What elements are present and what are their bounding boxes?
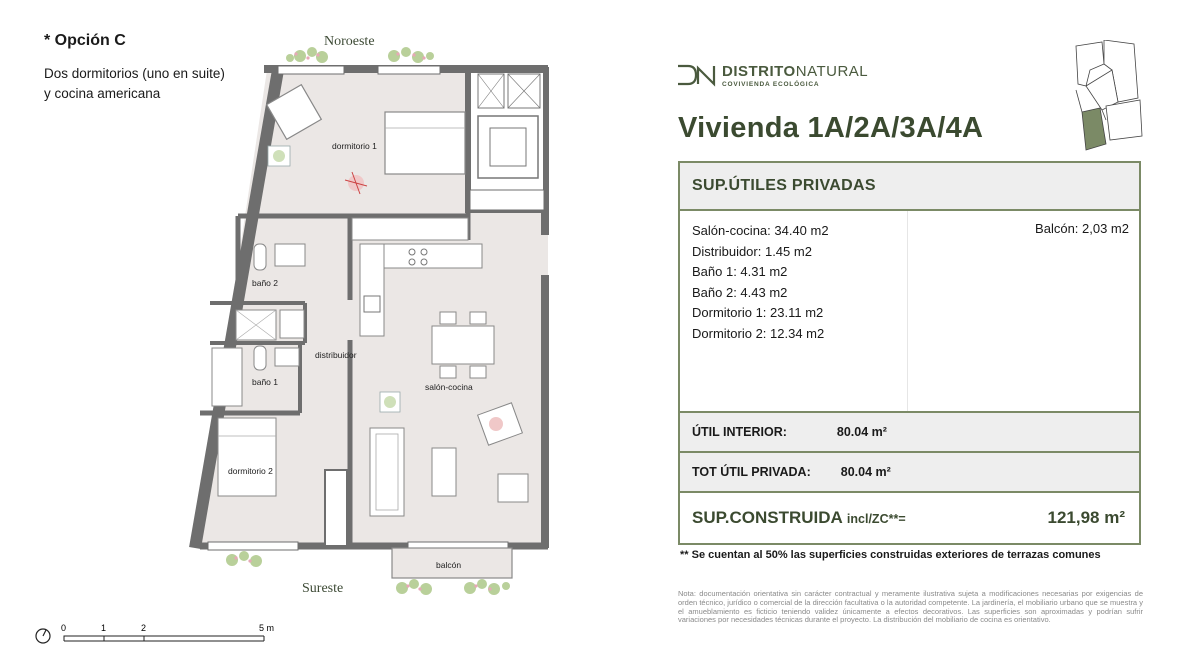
table-header: SUP.ÚTILES PRIVADAS	[680, 163, 1139, 211]
area-row: Dormitorio 1: 23.11 m2	[692, 305, 824, 320]
room-label-bano2: baño 2	[252, 278, 278, 288]
area-row: Dormitorio 2: 12.34 m2	[692, 325, 825, 341]
scale-tick-0: 0	[61, 623, 67, 633]
area-row: Distribuidor: 1.45 m2	[692, 243, 812, 259]
room-label-bano1: baño 1	[252, 377, 278, 387]
room-label-balcon: balcón	[436, 560, 462, 570]
util-interior-value: 80.04 m²	[836, 425, 887, 439]
scale-tick-1: 1	[101, 623, 107, 633]
balcony-area: Balcón: 2,03 m2	[1035, 221, 1129, 236]
room-label-distribuidor: distribuidor	[315, 350, 357, 360]
brand-tagline: COVIVIENDA ECOLÓGICA	[722, 80, 820, 88]
north-label: Noroeste	[324, 34, 375, 49]
tot-util-row	[680, 451, 1139, 491]
tot-util-label: TOT ÚTIL PRIVADA:	[692, 465, 811, 479]
room-label-salon: salón-cocina	[425, 382, 473, 392]
construida-value: 121,98 m²	[1047, 508, 1125, 527]
room-label-dormitorio2: dormitorio 2	[228, 466, 273, 476]
unit-title: Vivienda 1A/2A/3A/4A	[678, 112, 984, 144]
scale-tick-2: 2	[141, 623, 147, 633]
construida-label: SUP.CONSTRUIDA	[692, 508, 843, 527]
option-title: * Opción C	[44, 32, 126, 49]
surface-table	[678, 161, 1141, 545]
area-row: Baño 1: 4.31 m2	[692, 264, 788, 279]
scale-bar	[64, 636, 264, 641]
area-row: Salón-cocina: 34.40 m2	[692, 223, 829, 238]
scale-tick-5: 5 m	[259, 623, 275, 633]
construida-row	[680, 491, 1139, 543]
brand-logo	[676, 62, 868, 88]
south-label: Sureste	[302, 581, 344, 596]
footnote: ** Se cuentan al 50% las superficies construidas exteriores de terrazas comunes	[680, 549, 1101, 561]
table-areas	[680, 211, 1139, 411]
compass-icon	[36, 629, 50, 643]
brand-bold: DISTRITO	[722, 62, 796, 80]
brand-light: NATURAL	[795, 62, 869, 80]
construida-suffix: incl/ZC**=	[846, 512, 906, 526]
util-interior-label: ÚTIL INTERIOR:	[692, 425, 787, 439]
tot-util-value: 80.04 m²	[840, 465, 891, 479]
area-row: Baño 2: 4.43 m2	[692, 284, 788, 300]
util-interior-row	[680, 411, 1139, 451]
logo-mark-icon	[676, 62, 716, 88]
disclaimer: Nota: documentación orientativa sin carácter contractual y meramente ilustrativa sujeta a modificaciones necesarias por exigencias de orden técnico, jurídico o comercial de la dirección facultativa o la autoridad competente. La jardinería, el mobiliario urbano que se muestra y el amueblamiento es ficticio teniendo validez únicamente a efectos decorativos. Las superficies son aproximadas y podrían sufrir variaciones por necesidades técnicas durante el proyecto. La distribución del mobiliario de cocina es orientativo.	[678, 589, 1143, 625]
room-label-dormitorio1: dormitorio 1	[332, 141, 377, 151]
option-description: Dos dormitorios (uno en suite) y cocina americana	[44, 66, 225, 101]
keyplan-diagram	[1072, 40, 1144, 152]
